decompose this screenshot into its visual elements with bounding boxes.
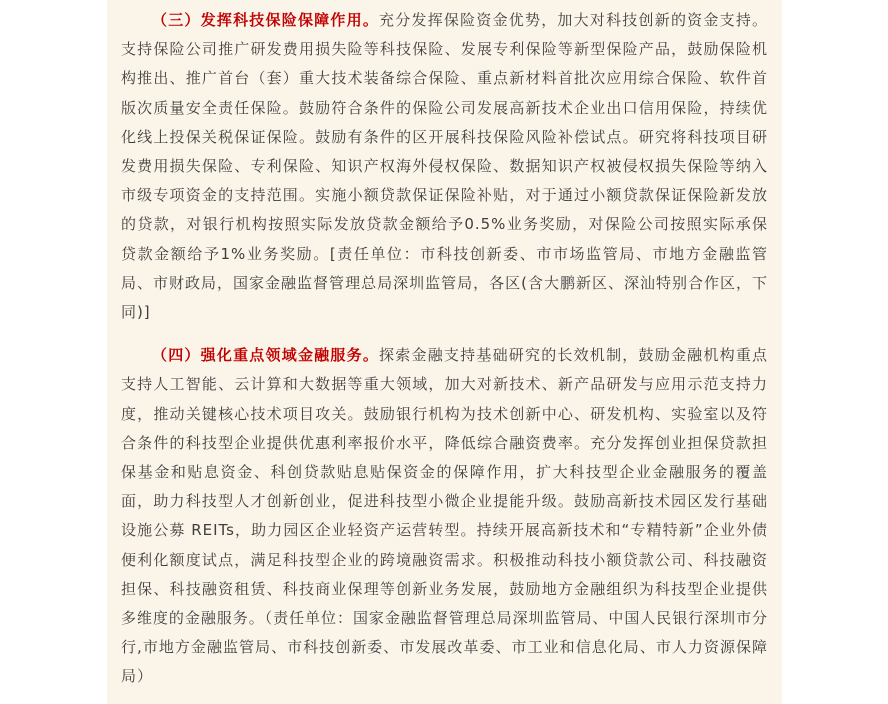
article-content	[107, 0, 782, 704]
section-3-body: 充分发挥保险资金优势，加大对科技创新的资金支持。支持保险公司推广研发费用损失险等科技保险、发展专利保险等新型保险产品，鼓励保险机构推出、推广首台（套）重大技术装备综合保险、重点新材料首批次应用综合保险、软件首版次质量安全责任保险。鼓励符合条件的保险公司发展高新技术企业出口信用保险，持续优化线上投保关税保证保险。鼓励有条件的区开展科技保险风险补偿试点。研究将科技项目研发费用损失保险、专利保险、知识产权海外侵权保险、数据知识产权被侵权损失保险等纳入市级专项资金的支持范围。实施小额贷款保证保险补贴，对于通过小额贷款保证保险新发放的贷款，对银行机构按照实际发放贷款金额给予0.5%业务奖励，对保险公司按照实际承保贷款金额给予1%业务奖励。[责任单位：市科技创新委、市市场监管局、市地方金融监管局、市财政局，国家金融监督管理总局深圳监管局，各区(含大鹏新区、深汕特别合作区，下同)]	[121, 11, 768, 322]
section-3-paragraph	[121, 6, 768, 327]
section-4-heading: （四）强化重点领域金融服务。	[152, 346, 380, 365]
section-3-heading: （三）发挥科技保险保障作用。	[152, 11, 380, 29]
section-4-body: 探索金融支持基础研究的长效机制，鼓励金融机构重点支持人工智能、云计算和大数据等重大领域，加大对新技术、新产品研发与应用示范支持力度，推动关键核心技术项目攻关。鼓励银行机构为技术创新中心、研发机构、实验室以及符合条件的科技型企业提供优惠利率报价水平，降低综合融资费率。充分发挥创业担保贷款担保基金和贴息资金、科创贷款贴息贴保资金的保障作用，扩大科技型企业金融服务的覆盖面，助力科技型人才创新创业，促进科技型小微企业提能升级。鼓励高新技术园区发行基础设施公募 REITs，助力园区企业轻资产运营转型。持续开展高新技术和“专精特新”企业外债便利化额度试点，满足科技型企业的跨境融资需求。积极推动科技小额贷款公司、科技融资担保、科技融资租赁、科技商业保理等创新业务发展，鼓励地方金融组织为科技型企业提供多维度的金融服务。（责任单位：国家金融监督管理总局深圳监管局、中国人民银行深圳市分行,市地方金融监管局、市科技创新委、市发展改革委、市工业和信息化局、市人力资源保障局）	[121, 346, 768, 686]
section-4-paragraph	[121, 341, 768, 691]
